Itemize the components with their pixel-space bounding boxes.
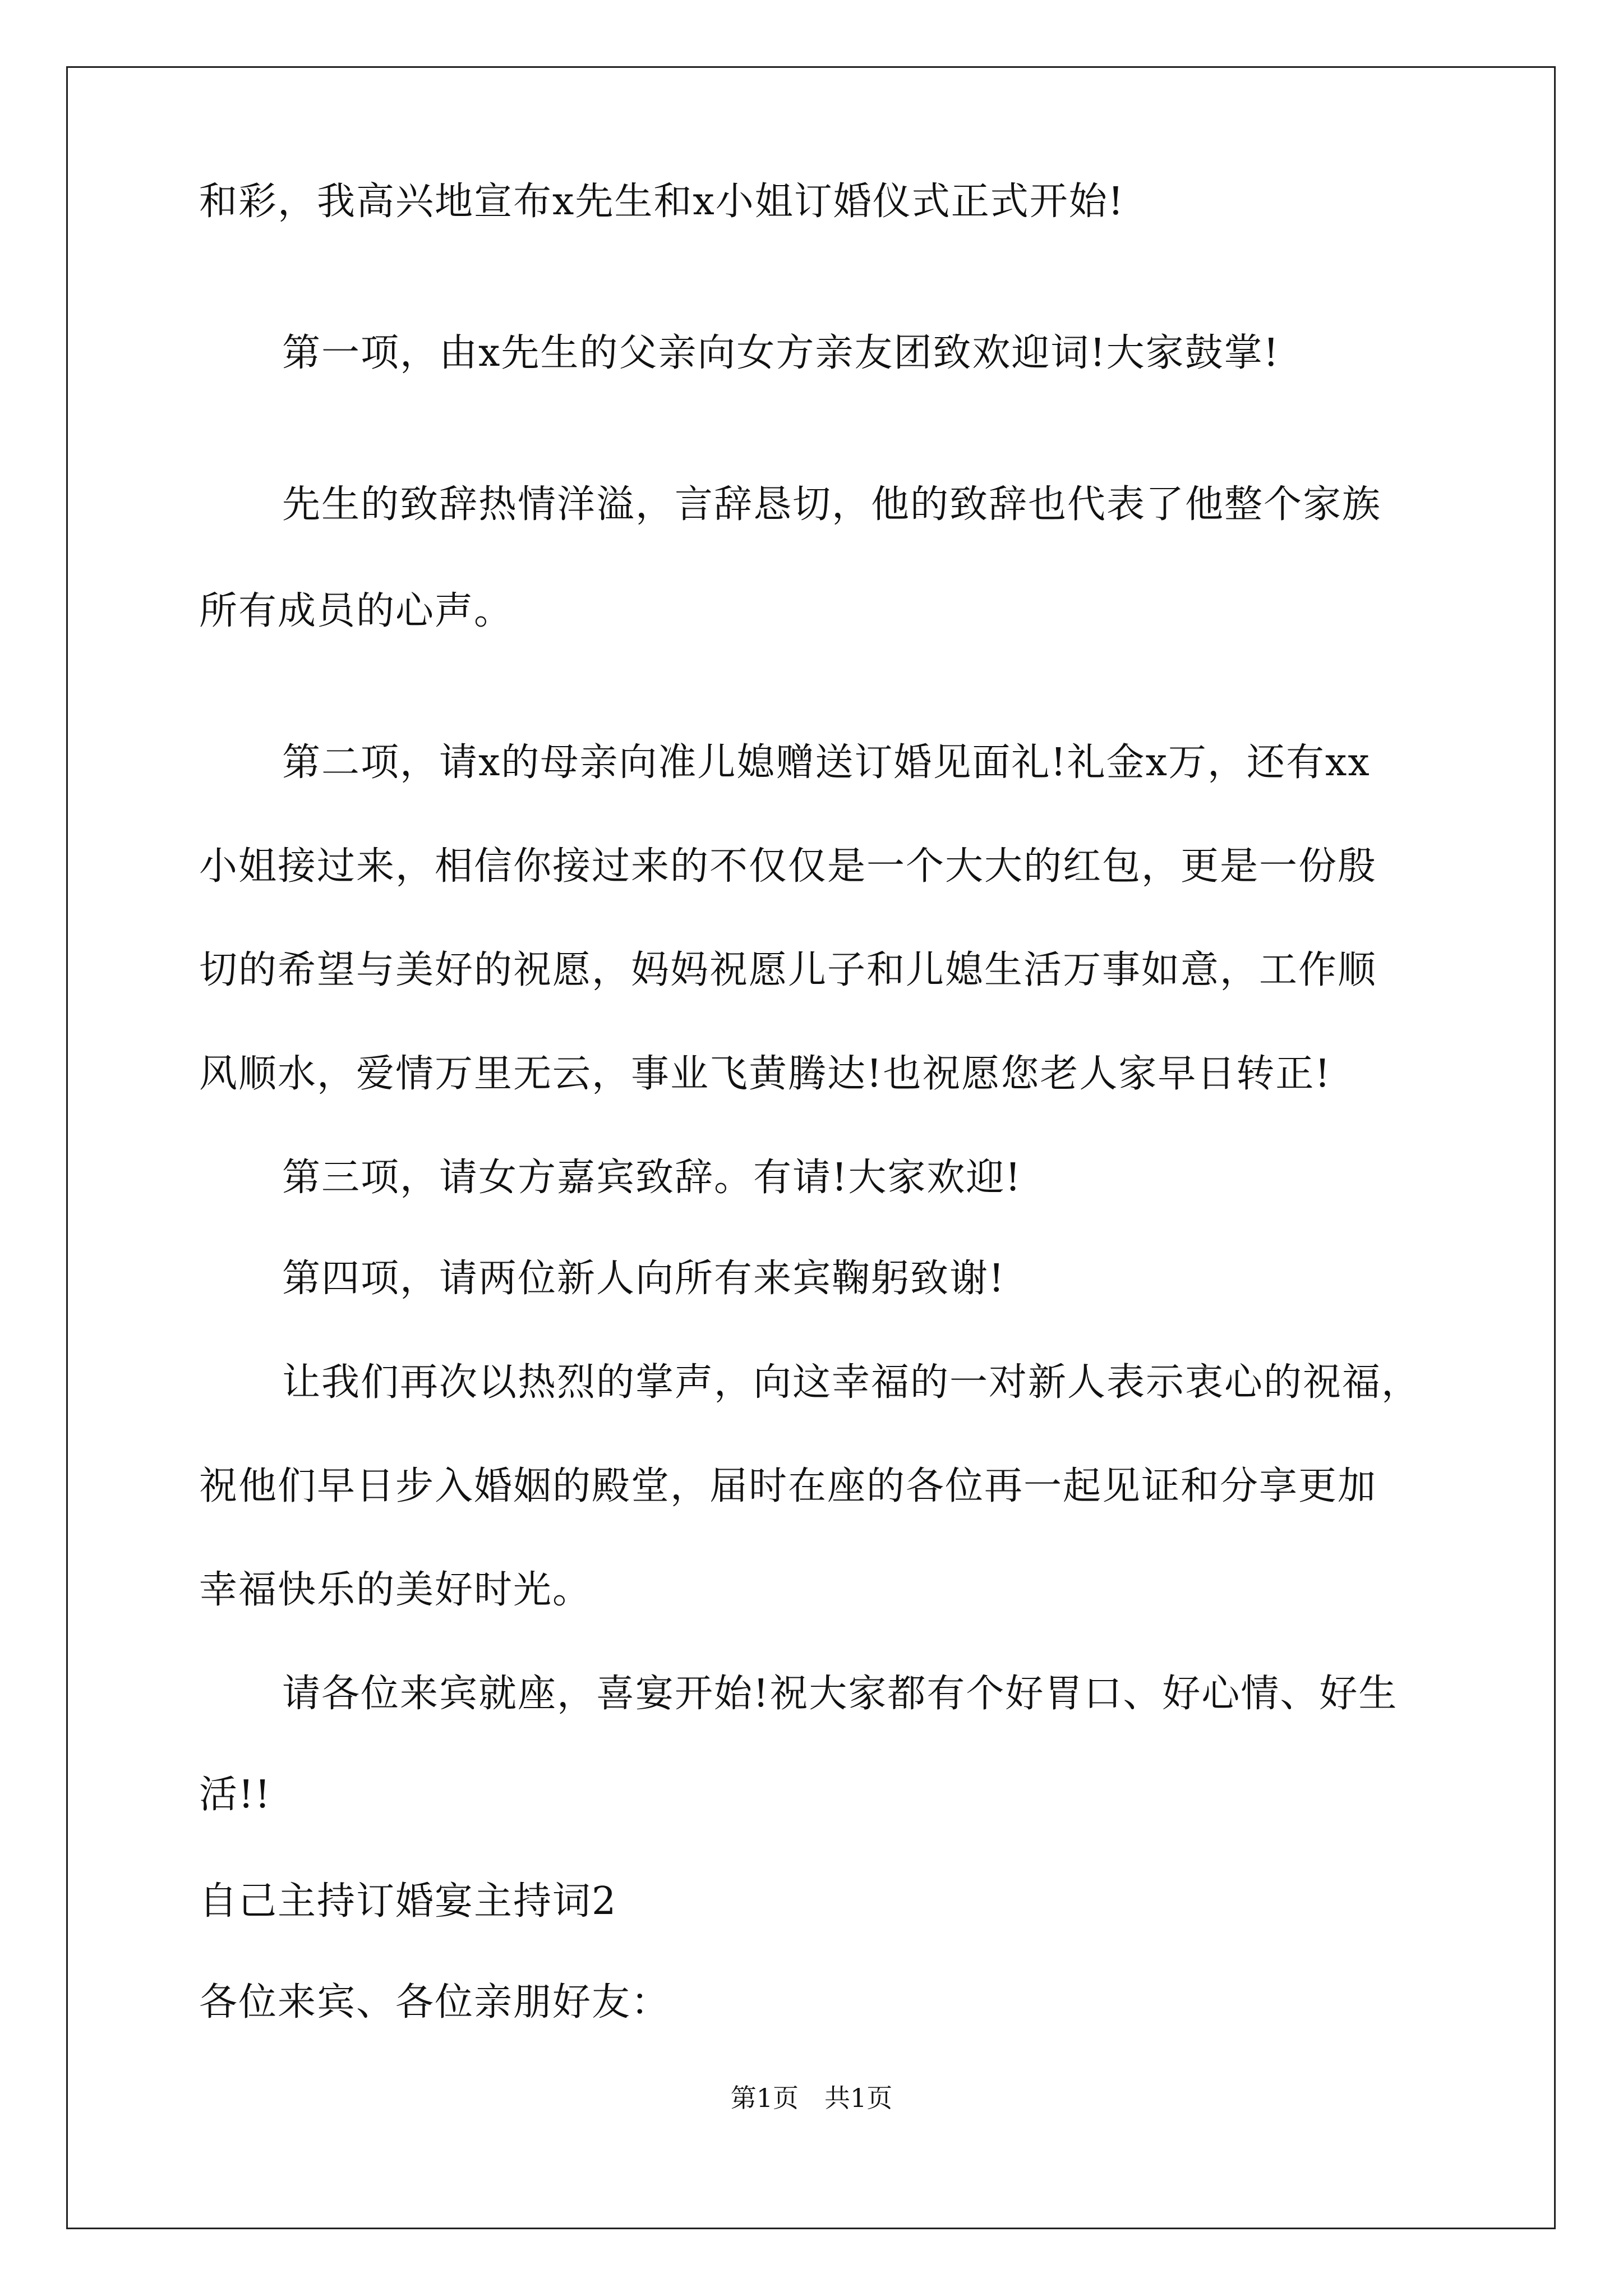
text-line: 让我们再次以热烈的掌声，向这幸福的一对新人表示衷心的祝福， [282,1360,1421,1405]
text-line: 风顺水，爱情万里无云，事业飞黄腾达!也祝愿您老人家早日转正! [199,1052,1331,1096]
text-line: 第四项，请两位新人向所有来宾鞠躬致谢! [282,1257,1006,1301]
text-line: 先生的致辞热情洋溢，言辞恳切，他的致辞也代表了他整个家族 [282,482,1382,527]
page-footer: 第1页 共1页 [730,2083,893,2113]
text-line: 活!! [199,1773,271,1817]
section-heading: 自己主持订婚宴主持词2 [199,1879,617,1924]
text-line: 祝他们早日步入婚姻的殿堂，届时在座的各位再一起见证和分享更加 [199,1464,1377,1508]
text-line: 第一项，由x先生的父亲向女方亲友团致欢迎词!大家鼓掌! [282,331,1280,375]
text-line: 小姐接过来，相信你接过来的不仅仅是一个大大的红包，更是一份殷 [199,844,1377,889]
text-line: 切的希望与美好的祝愿，妈妈祝愿儿子和儿媳生活万事如意，工作顺 [199,948,1377,992]
text-line: 第三项，请女方嘉宾致辞。有请!大家欢迎! [282,1156,1022,1200]
text-line: 所有成员的心声。 [199,589,514,633]
text-line: 第二项，请x的母亲向准儿媳赠送订婚见面礼!礼金x万，还有xx [282,740,1371,785]
text-line: 幸福快乐的美好时光。 [199,1568,592,1612]
text-line: 和彩，我高兴地宣布x先生和x小姐订婚仪式正式开始! [199,180,1125,224]
text-line: 请各位来宾就座，喜宴开始!祝大家都有个好胃口、好心情、好生 [282,1672,1398,1716]
text-line: 各位来宾、各位亲朋好友： [199,1980,671,2024]
